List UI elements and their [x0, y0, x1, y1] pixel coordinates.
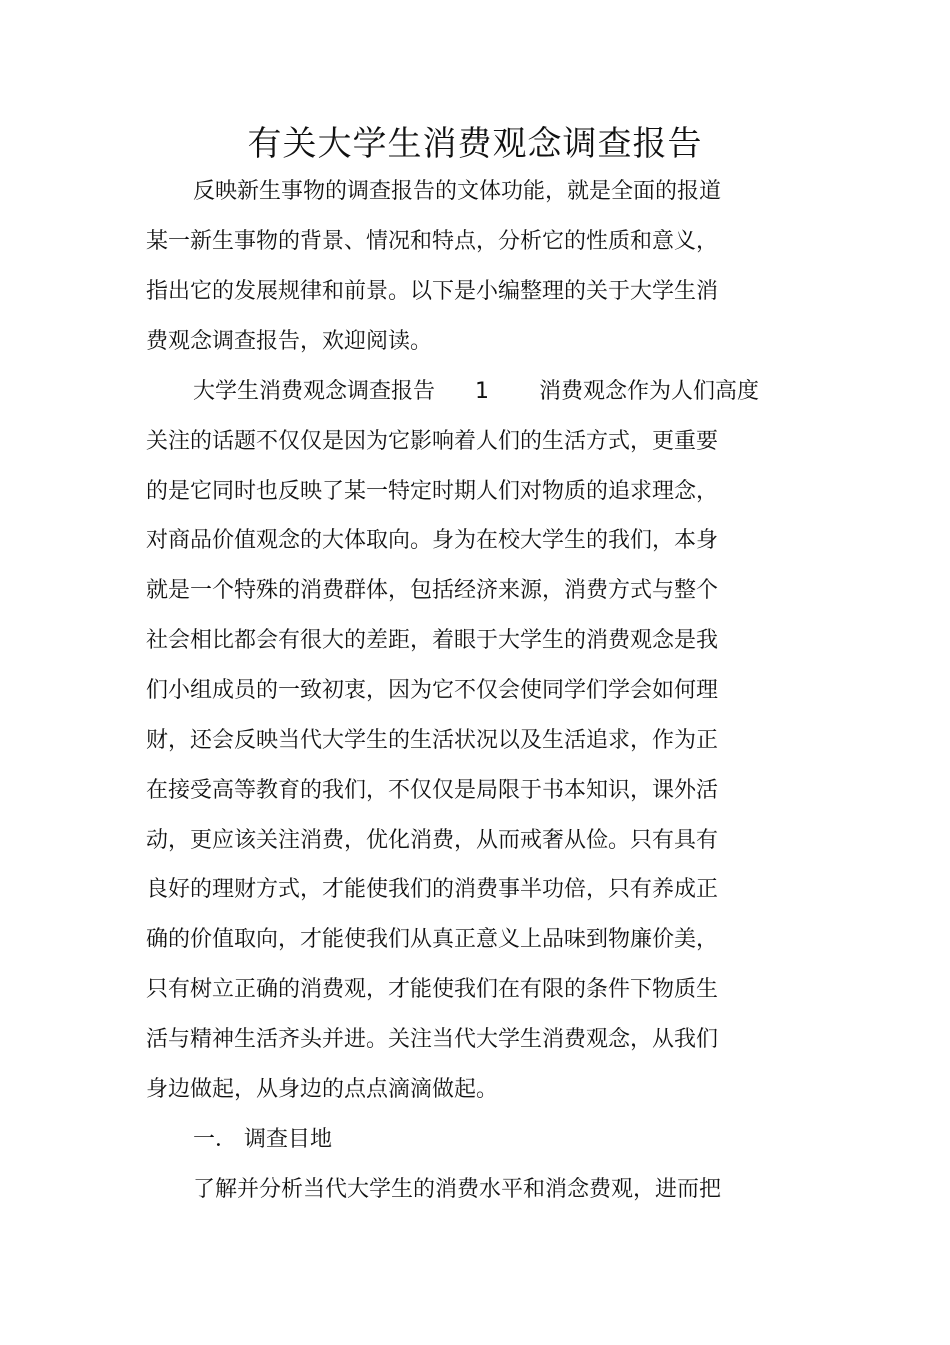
- subsection-first-line: 了解并分析当代大学生的消费水平和消念费观，进而把: [193, 1177, 722, 1202]
- section-line-3: 对商品价值观念的大体取向。身为在校大学生的我们，本身: [146, 528, 719, 553]
- document-title: 有关大学生消费观念调查报告: [247, 124, 703, 164]
- subsection-heading: 一． 调查目地: [193, 1127, 332, 1152]
- section-line-11: 确的价值取向，才能使我们从真正意义上品味到物廉价美，: [146, 927, 719, 952]
- intro-line-4: 费观念调查报告，欢迎阅读。: [146, 329, 433, 354]
- intro-line-3: 指出它的发展规律和前景。以下是小编整理的关于大学生消: [146, 279, 719, 304]
- section-line-13: 活与精神生活齐头并进。关注当代大学生消费观念，从我们: [146, 1027, 719, 1052]
- section-line-5: 社会相比都会有很大的差距，着眼于大学生的消费观念是我: [146, 628, 719, 653]
- section-line-6: 们小组成员的一致初衷，因为它不仅会使同学们学会如何理: [146, 678, 719, 703]
- intro-line-1: 反映新生事物的调查报告的文体功能，就是全面的报道: [193, 179, 722, 204]
- section-line-14: 身边做起，从身边的点点滴滴做起。: [146, 1077, 499, 1102]
- section-heading: 大学生消费观念调查报告: [193, 379, 436, 404]
- section-line-12: 只有树立正确的消费观，才能使我们在有限的条件下物质生: [146, 977, 719, 1002]
- section-number: 1: [475, 379, 490, 404]
- section-line-10: 良好的理财方式，才能使我们的消费事半功倍，只有养成正: [146, 877, 719, 902]
- section-line-9: 动，更应该关注消费，优化消费，从而戒奢从俭。只有具有: [146, 828, 719, 853]
- section-line-1: 关注的话题不仅仅是因为它影响着人们的生活方式，更重要: [146, 429, 719, 454]
- section-line-7: 财，还会反映当代大学生的生活状况以及生活追求，作为正: [146, 728, 719, 753]
- section-line-4: 就是一个特殊的消费群体，包括经济来源，消费方式与整个: [146, 578, 719, 603]
- section-line-8: 在接受高等教育的我们，不仅仅是局限于书本知识，课外活: [146, 778, 719, 803]
- intro-line-2: 某一新生事物的背景、情况和特点，分析它的性质和意义，: [146, 229, 719, 254]
- section-line-2: 的是它同时也反映了某一特定时期人们对物质的追求理念，: [146, 479, 719, 504]
- section-first-line: [193, 377, 759, 407]
- section-first-line-text: 消费观念作为人们高度: [539, 379, 760, 404]
